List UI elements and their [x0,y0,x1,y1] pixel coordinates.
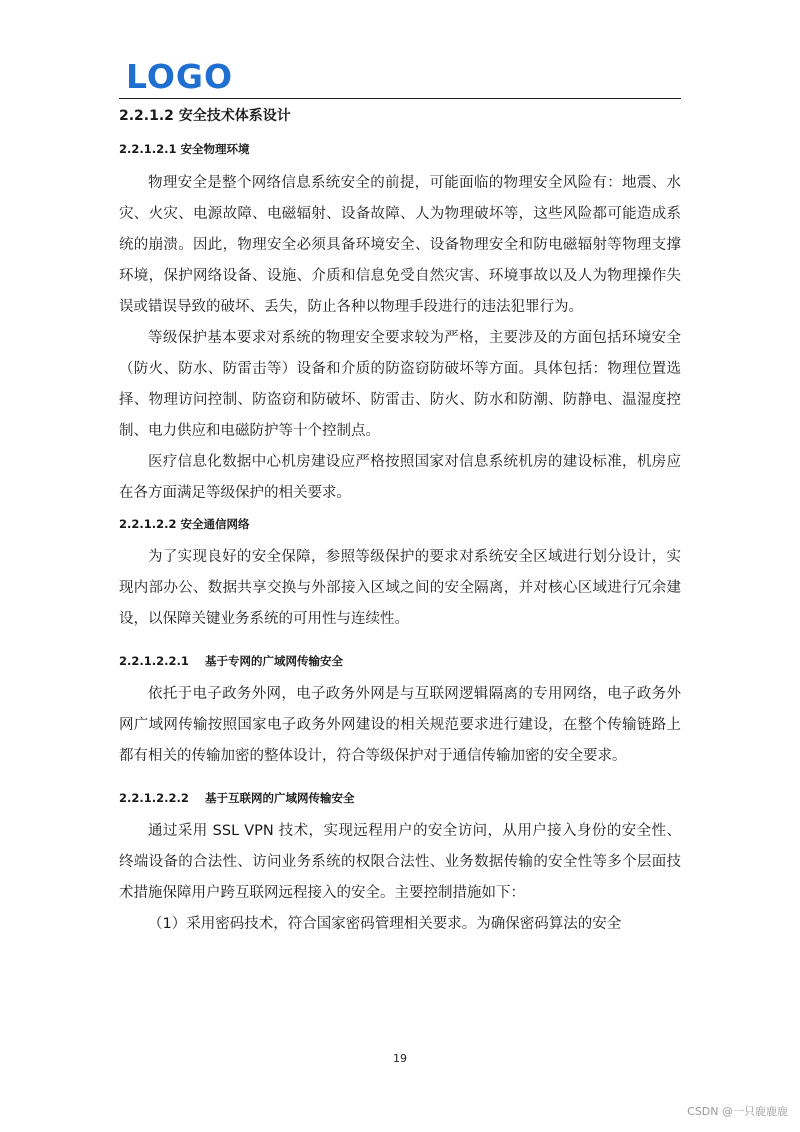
section-heading-2-2-1-2-2: 2.2.1.2.2 安全通信网络 [119,517,250,531]
heading-number: 2.2.1.2.2.2 [119,791,189,805]
section-heading-2-2-1-2: 2.2.1.2 安全技术体系设计 [119,108,291,124]
heading-number: 2.2.1.2.2.1 [119,654,189,668]
paragraph: 通过采用 SSL VPN 技术，实现远程用户的安全访问，从用户接入身份的安全性、终端设备的合法性、访问业务系统的权限合法性、业务数据传输的安全性等多个层面技术措施保障用户跨互联网远程接入的安全。主要控制措施如下： [119,823,681,901]
section-heading-2-2-1-2-2-1 [119,649,681,673]
paragraph: （1）采用密码技术，符合国家密码管理相关要求。为确保密码算法的安全 [148,916,622,932]
page-number: 19 [393,1052,407,1065]
paragraph: 为了实现良好的安全保障，参照等级保护的要求对系统安全区域进行划分设计，实现内部办公、数据共享交换与外部接入区域之间的安全隔离，并对核心区域进行冗余建设，以保障关键业务系统的可用性与连续性。 [119,549,681,627]
paragraph: 医疗信息化数据中心机房建设应严格按照国家对信息系统机房的建设标准，机房应在各方面满足等级保护的相关要求。 [119,454,681,501]
section-heading-2-2-1-2-1: 2.2.1.2.1 安全物理环境 [119,142,250,156]
document-body [119,104,681,940]
paragraph: 物理安全是整个网络信息系统安全的前提，可能面临的物理安全风险有：地震、水灾、火灾、电源故障、电磁辐射、设备故障、人为物理破坏等，这些风险都可能造成系统的崩溃。因此，物理安全必须具备环境安全、设备物理安全和防电磁辐射等物理支撑环境，保护网络设备、设施、介质和信息免受自然灾害、环境事故以及人为物理操作失误或错误导致的破坏、丢失，防止各种以物理手段进行的违法犯罪行为。 [119,175,681,315]
paragraph: 依托于电子政务外网，电子政务外网是与互联网逻辑隔离的专用网络，电子政务外网广域网传输按照国家电子政务外网建设的相关规范要求进行建设，在整个传输链路上都有相关的传输加密的整体设计，符合等级保护对于通信传输加密的安全要求。 [119,686,681,764]
watermark: CSDN @一只鹿鹿鹿 [687,1105,788,1118]
section-heading-2-2-1-2-2-2 [119,786,681,810]
heading-title: 基于专网的广域网传输安全 [205,654,343,668]
header-rule [119,98,681,99]
heading-title: 基于互联网的广域网传输安全 [205,791,355,805]
logo: LOGO [126,57,234,96]
paragraph: 等级保护基本要求对系统的物理安全要求较为严格，主要涉及的方面包括环境安全（防火、防水、防雷击等）设备和介质的防盗窃防破坏等方面。具体包括：物理位置选择、物理访问控制、防盗窃和防破坏、防雷击、防火、防水和防潮、防静电、温湿度控制、电力供应和电磁防护等十个控制点。 [119,330,681,439]
